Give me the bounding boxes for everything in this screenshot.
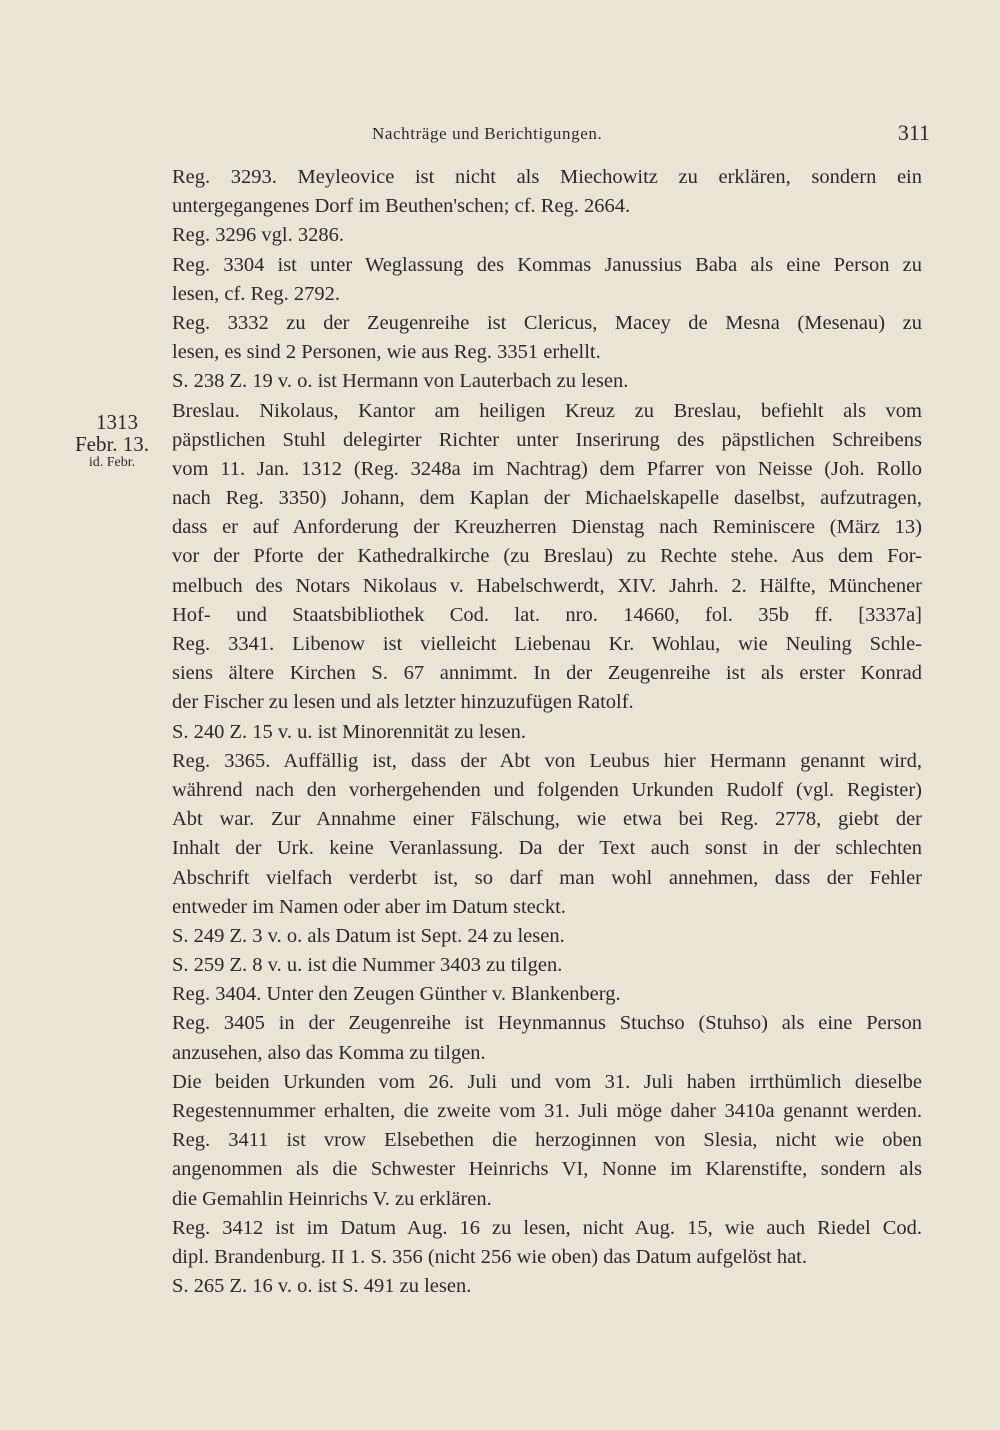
text-line: Regestennummer erhalten, die zweite vom 31. Juli möge daher 3410a genannt werden. <box>172 1100 922 1122</box>
text-line: dass er auf Anforderung der Kreuzherren Dienstag nach Reminiscere (März 13) <box>172 516 922 539</box>
margin-note-year: 1313 <box>96 410 138 434</box>
text-line: Reg. 3293. Meyleovice ist nicht als Miechowitz zu erklären, sondern ein <box>172 166 922 188</box>
running-head: Nachträge und Berichtigungen. <box>372 124 603 143</box>
text-line: nach Reg. 3350) Johann, dem Kaplan der Michaelskapelle daselbst, aufzutragen, <box>172 487 922 510</box>
text-line: S. 249 Z. 3 v. o. als Datum ist Sept. 24 zu lesen. <box>172 924 565 947</box>
text-line: Reg. 3332 zu der Zeugenreihe ist Clericus, Macey de Mesna (Mesenau) zu <box>172 311 922 334</box>
text-line: Reg. 3296 vgl. 3286. <box>172 224 344 247</box>
text-line: Reg. 3412 ist im Datum Aug. 16 zu lesen, nicht Aug. 15, wie auch Riedel Cod. <box>172 1216 922 1239</box>
text-line: vom 11. Jan. 1312 (Reg. 3248a im Nachtrag) dem Pfarrer von Neisse (Joh. Rollo <box>172 457 922 480</box>
margin-note-day: id. Febr. <box>88 455 136 471</box>
text-line: der Fischer zu lesen und als letzter hinzuzufügen Ratolf. <box>172 691 634 714</box>
text-line: Reg. 3365. Auffällig ist, dass der Abt von Leubus hier Hermann genannt wird, <box>172 749 922 772</box>
margin-note <box>62 411 162 471</box>
text-line: lesen, es sind 2 Personen, wie aus Reg. 3351 erhellt. <box>172 341 601 364</box>
text-line: Reg. 3304 ist unter Weglassung des Kommas Janussius Baba als eine Person zu <box>172 253 922 276</box>
text-line: Breslau. Nikolaus, Kantor am heiligen Kreuz zu Breslau, befiehlt als vom <box>172 399 922 422</box>
text-line: Abschrift vielfach verderbt ist, so darf man wohl annehmen, dass der Fehler <box>172 866 922 889</box>
text-line: Reg. 3341. Libenow ist vielleicht Liebenau Kr. Wohlau, wie Neuling Schle- <box>172 633 922 655</box>
text-line: S. 238 Z. 19 v. o. ist Hermann von Lauterbach zu lesen. <box>172 370 629 393</box>
text-line: melbuch des Notars Nikolaus v. Habelschwerdt, XIV. Jahrh. 2. Hälfte, Münchener <box>172 574 922 597</box>
text-line: S. 240 Z. 15 v. u. ist Minorennität zu lesen. <box>172 720 526 743</box>
text-line: die Gemahlin Heinrichs V. zu erklären. <box>172 1187 492 1210</box>
text-line: S. 265 Z. 16 v. o. ist S. 491 zu lesen. <box>172 1275 472 1298</box>
text-line: vor der Pforte der Kathedralkirche (zu Breslau) zu Rechte stehe. Aus dem For- <box>172 545 922 568</box>
text-line: Reg. 3411 ist vrow Elsebethen die herzoginnen von Slesia, nicht wie oben <box>172 1129 922 1152</box>
text-line: Reg. 3405 in der Zeugenreihe ist Heynmannus Stuchso (Stuhso) als eine Person <box>172 1012 922 1035</box>
text-line: entweder im Namen oder aber im Datum steckt. <box>172 895 566 918</box>
text-line: Die beiden Urkunden vom 26. Juli und vom 31. Juli haben irrthümlich dieselbe <box>172 1070 922 1093</box>
text-line: angenommen als die Schwester Heinrichs VI, Nonne im Klarenstifte, sondern als <box>172 1158 922 1181</box>
text-line: päpstlichen Stuhl delegirter Richter unter Inserirung des päpstlichen Schreibens <box>172 428 922 451</box>
text-line: lesen, cf. Reg. 2792. <box>172 282 340 305</box>
text-line: untergegangenes Dorf im Beuthen'schen; cf. Reg. 2664. <box>172 195 631 218</box>
text-line: Inhalt der Urk. keine Veranlassung. Da der Text auch sonst in der schlechten <box>172 837 922 860</box>
text-line: S. 259 Z. 8 v. u. ist die Nummer 3403 zu tilgen. <box>172 954 563 977</box>
page-body <box>172 163 922 1301</box>
page-number: 311 <box>897 120 930 145</box>
text-line: Reg. 3404. Unter den Zeugen Günther v. Blankenberg. <box>172 983 621 1006</box>
text-line: anzusehen, also das Komma zu tilgen. <box>172 1041 486 1064</box>
text-line: Hof- und Staatsbibliothek Cod. lat. nro. 14660, fol. 35b ff. [3337a] <box>172 603 922 626</box>
page-header <box>0 120 1000 150</box>
text-line: dipl. Brandenburg. II 1. S. 356 (nicht 256 wie oben) das Datum aufgelöst hat. <box>172 1245 807 1268</box>
text-line: siens ältere Kirchen S. 67 annimmt. In der Zeugenreihe ist als erster Konrad <box>172 662 922 685</box>
margin-note-date: Febr. 13. <box>74 432 150 457</box>
text-line: während nach den vorhergehenden und folgenden Urkunden Rudolf (vgl. Register) <box>172 778 922 801</box>
text-line: Abt war. Zur Annahme einer Fälschung, wie etwa bei Reg. 2778, giebt der <box>172 808 922 831</box>
